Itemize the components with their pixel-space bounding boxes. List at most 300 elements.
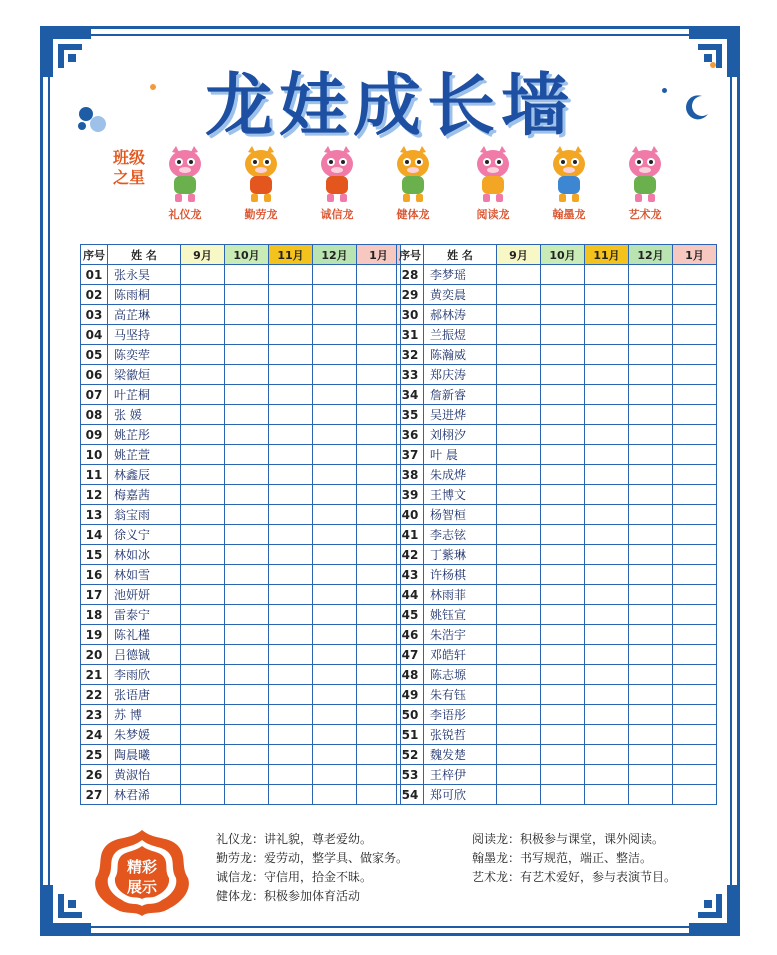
month-cell — [357, 605, 401, 625]
month-cell — [629, 325, 673, 345]
month-cell — [225, 705, 269, 725]
col-header-name: 姓 名 — [424, 245, 497, 265]
month-cell — [541, 345, 585, 365]
dragon-mascot — [374, 146, 452, 222]
student-name: 魏发楚 — [424, 745, 497, 765]
legend-item: 翰墨龙：书写规范，端正、整洁。 — [472, 851, 653, 865]
table-row — [397, 745, 717, 765]
table-row — [81, 385, 401, 405]
table-row — [81, 445, 401, 465]
student-name: 姚芷萱 — [108, 445, 181, 465]
student-number: 20 — [81, 645, 108, 665]
dragon-label: 健体龙 — [396, 208, 430, 221]
month-cell — [585, 705, 629, 725]
month-cell — [585, 445, 629, 465]
student-number: 21 — [81, 665, 108, 685]
student-name: 陈奕荦 — [108, 345, 181, 365]
month-cell — [673, 305, 717, 325]
month-cell — [629, 445, 673, 465]
month-cell — [541, 565, 585, 585]
month-cell — [225, 465, 269, 485]
month-cell — [313, 325, 357, 345]
student-number: 07 — [81, 385, 108, 405]
month-cell — [225, 285, 269, 305]
month-cell — [357, 485, 401, 505]
month-cell — [313, 765, 357, 785]
month-cell — [225, 405, 269, 425]
month-cell — [225, 525, 269, 545]
student-number: 37 — [397, 445, 424, 465]
table-row — [81, 665, 401, 685]
student-name: 陈雨桐 — [108, 285, 181, 305]
student-name: 张 媛 — [108, 405, 181, 425]
month-cell — [313, 545, 357, 565]
month-cell — [225, 745, 269, 765]
month-cell — [541, 585, 585, 605]
month-cell — [181, 465, 225, 485]
student-name: 梅嘉茜 — [108, 485, 181, 505]
student-name: 张语唐 — [108, 685, 181, 705]
month-cell — [673, 645, 717, 665]
student-number: 47 — [397, 645, 424, 665]
month-cell — [541, 325, 585, 345]
month-cell — [225, 665, 269, 685]
month-cell — [313, 685, 357, 705]
table-row — [397, 645, 717, 665]
month-cell — [541, 685, 585, 705]
month-cell — [313, 505, 357, 525]
table-row — [397, 665, 717, 685]
student-number: 48 — [397, 665, 424, 685]
month-cell — [357, 585, 401, 605]
dragon-label: 诚信龙 — [320, 208, 354, 221]
student-number: 26 — [81, 765, 108, 785]
month-cell — [497, 765, 541, 785]
month-cell — [357, 665, 401, 685]
month-cell — [585, 405, 629, 425]
table-row — [81, 485, 401, 505]
month-cell — [269, 405, 313, 425]
badge-line1: 精彩 — [126, 858, 158, 876]
month-cell — [541, 365, 585, 385]
legend-item: 勤劳龙：爱劳动，整学具、做家务。 — [216, 851, 409, 865]
month-cell — [269, 625, 313, 645]
month-cell — [629, 545, 673, 565]
student-number: 02 — [81, 285, 108, 305]
page-title: 龙娃成长墙 — [204, 67, 575, 146]
month-cell — [269, 565, 313, 585]
month-cell — [673, 485, 717, 505]
table-row — [397, 685, 717, 705]
month-cell — [585, 525, 629, 545]
month-cell — [181, 685, 225, 705]
month-cell — [313, 365, 357, 385]
student-number: 34 — [397, 385, 424, 405]
student-name: 陈志塬 — [424, 665, 497, 685]
dragon-mascot — [454, 146, 532, 222]
month-cell — [585, 425, 629, 445]
month-cell — [673, 365, 717, 385]
month-cell — [673, 605, 717, 625]
cloud-icon — [76, 104, 116, 134]
month-cell — [585, 545, 629, 565]
month-cell — [497, 565, 541, 585]
month-cell — [269, 705, 313, 725]
legend-item: 诚信龙：守信用，拾金不昧。 — [216, 870, 373, 884]
table-row — [81, 745, 401, 765]
month-cell — [585, 325, 629, 345]
dragon-mascot-icon — [310, 146, 364, 204]
month-cell — [497, 785, 541, 805]
student-name: 叶 晨 — [424, 445, 497, 465]
student-name: 郑庆涛 — [424, 365, 497, 385]
table-row — [81, 605, 401, 625]
dragon-mascot — [606, 146, 684, 222]
month-cell — [225, 305, 269, 325]
student-number: 09 — [81, 425, 108, 445]
month-cell — [313, 665, 357, 685]
month-cell — [181, 445, 225, 465]
legend-left — [216, 830, 408, 906]
month-cell — [181, 765, 225, 785]
student-number: 35 — [397, 405, 424, 425]
table-row — [81, 705, 401, 725]
student-number: 32 — [397, 345, 424, 365]
month-cell — [541, 785, 585, 805]
student-number: 10 — [81, 445, 108, 465]
month-cell — [585, 585, 629, 605]
table-row — [397, 345, 717, 365]
month-cell — [357, 545, 401, 565]
month-cell — [673, 745, 717, 765]
col-header-number: 序号 — [397, 245, 424, 265]
col-header-month: 9月 — [181, 245, 225, 265]
month-cell — [497, 365, 541, 385]
table-row — [397, 565, 717, 585]
month-cell — [357, 365, 401, 385]
table-row — [81, 405, 401, 425]
dragon-label: 翰墨龙 — [552, 208, 586, 221]
dragon-mascot — [146, 146, 224, 222]
table-row — [81, 505, 401, 525]
month-cell — [541, 705, 585, 725]
student-number: 51 — [397, 725, 424, 745]
month-cell — [541, 665, 585, 685]
month-cell — [629, 365, 673, 385]
month-cell — [313, 405, 357, 425]
month-cell — [541, 525, 585, 545]
student-number: 33 — [397, 365, 424, 385]
dragon-label: 艺术龙 — [628, 208, 662, 221]
month-cell — [181, 345, 225, 365]
month-cell — [673, 705, 717, 725]
student-number: 44 — [397, 585, 424, 605]
student-name: 李梦瑶 — [424, 265, 497, 285]
legend-right — [472, 830, 676, 887]
student-name: 叶芷桐 — [108, 385, 181, 405]
dragon-label: 勤劳龙 — [244, 208, 278, 221]
table-row — [81, 685, 401, 705]
student-number: 13 — [81, 505, 108, 525]
month-cell — [181, 265, 225, 285]
table-row — [81, 465, 401, 485]
col-header-name: 姓 名 — [108, 245, 181, 265]
month-cell — [269, 385, 313, 405]
month-cell — [497, 545, 541, 565]
table-row — [397, 785, 717, 805]
month-cell — [269, 585, 313, 605]
month-cell — [629, 505, 673, 525]
student-name: 苏 博 — [108, 705, 181, 725]
month-cell — [357, 785, 401, 805]
student-number: 38 — [397, 465, 424, 485]
month-cell — [357, 685, 401, 705]
student-name: 姚钰宣 — [424, 605, 497, 625]
month-cell — [629, 465, 673, 485]
month-cell — [585, 665, 629, 685]
month-cell — [225, 445, 269, 465]
month-cell — [225, 645, 269, 665]
month-cell — [357, 345, 401, 365]
month-cell — [497, 385, 541, 405]
student-number: 54 — [397, 785, 424, 805]
student-name: 池妍妍 — [108, 585, 181, 605]
col-header-month: 1月 — [673, 245, 717, 265]
month-cell — [269, 305, 313, 325]
month-cell — [181, 525, 225, 545]
dragon-label: 阅读龙 — [476, 208, 510, 221]
month-cell — [357, 765, 401, 785]
student-name: 马坚持 — [108, 325, 181, 345]
month-cell — [269, 285, 313, 305]
month-cell — [313, 345, 357, 365]
student-number: 29 — [397, 285, 424, 305]
month-cell — [181, 785, 225, 805]
month-cell — [225, 785, 269, 805]
corner-ornament-icon — [686, 26, 740, 80]
month-cell — [497, 705, 541, 725]
dragon-mascot-icon — [158, 146, 212, 204]
student-number: 43 — [397, 565, 424, 585]
month-cell — [673, 325, 717, 345]
col-header-month: 11月 — [269, 245, 313, 265]
student-name: 林如雪 — [108, 565, 181, 585]
month-cell — [497, 345, 541, 365]
student-name: 许杨棋 — [424, 565, 497, 585]
month-cell — [541, 385, 585, 405]
month-cell — [585, 465, 629, 485]
month-cell — [225, 565, 269, 585]
month-cell — [629, 265, 673, 285]
col-header-month: 9月 — [497, 245, 541, 265]
student-number: 36 — [397, 425, 424, 445]
dragon-mascot-icon — [618, 146, 672, 204]
month-cell — [313, 525, 357, 545]
table-row — [81, 345, 401, 365]
month-cell — [629, 705, 673, 725]
month-cell — [225, 605, 269, 625]
month-cell — [181, 605, 225, 625]
student-name: 陈礼槿 — [108, 625, 181, 645]
student-number: 27 — [81, 785, 108, 805]
month-cell — [313, 645, 357, 665]
month-cell — [541, 765, 585, 785]
month-cell — [497, 685, 541, 705]
student-name: 高芷琳 — [108, 305, 181, 325]
month-cell — [313, 705, 357, 725]
table-row — [81, 765, 401, 785]
month-cell — [629, 525, 673, 545]
student-name: 朱浩宇 — [424, 625, 497, 645]
student-name: 林如冰 — [108, 545, 181, 565]
month-cell — [357, 745, 401, 765]
student-number: 50 — [397, 705, 424, 725]
month-cell — [497, 425, 541, 445]
student-number: 30 — [397, 305, 424, 325]
student-number: 15 — [81, 545, 108, 565]
month-cell — [269, 765, 313, 785]
month-cell — [357, 305, 401, 325]
month-cell — [181, 305, 225, 325]
month-cell — [585, 745, 629, 765]
month-cell — [585, 725, 629, 745]
table-row — [397, 585, 717, 605]
month-cell — [673, 725, 717, 745]
month-cell — [357, 565, 401, 585]
month-cell — [497, 725, 541, 745]
student-name: 张永昊 — [108, 265, 181, 285]
month-cell — [585, 385, 629, 405]
decor-dot — [662, 88, 667, 93]
table-row — [397, 485, 717, 505]
month-cell — [673, 565, 717, 585]
dragon-mascot-icon — [542, 146, 596, 204]
month-cell — [541, 305, 585, 325]
month-cell — [181, 545, 225, 565]
student-name: 陶晨曦 — [108, 745, 181, 765]
month-cell — [673, 425, 717, 445]
month-cell — [181, 325, 225, 345]
month-cell — [585, 505, 629, 525]
month-cell — [313, 305, 357, 325]
month-cell — [269, 545, 313, 565]
month-cell — [673, 285, 717, 305]
student-name: 黄淑怡 — [108, 765, 181, 785]
month-cell — [541, 645, 585, 665]
month-cell — [629, 305, 673, 325]
month-cell — [313, 785, 357, 805]
month-cell — [497, 465, 541, 485]
student-number: 42 — [397, 545, 424, 565]
month-cell — [497, 325, 541, 345]
month-cell — [629, 685, 673, 705]
month-cell — [629, 665, 673, 685]
month-cell — [357, 705, 401, 725]
student-number: 45 — [397, 605, 424, 625]
month-cell — [585, 345, 629, 365]
month-cell — [313, 605, 357, 625]
student-name: 姚芷彤 — [108, 425, 181, 445]
student-name: 李志铉 — [424, 525, 497, 545]
student-name: 兰振煜 — [424, 325, 497, 345]
month-cell — [313, 625, 357, 645]
student-number: 01 — [81, 265, 108, 285]
col-header-month: 12月 — [629, 245, 673, 265]
student-name: 丁紫琳 — [424, 545, 497, 565]
month-cell — [181, 485, 225, 505]
month-cell — [269, 785, 313, 805]
table-row — [81, 785, 401, 805]
month-cell — [629, 425, 673, 445]
month-cell — [541, 265, 585, 285]
student-name: 朱梦媛 — [108, 725, 181, 745]
student-number: 24 — [81, 725, 108, 745]
student-name: 梁徽烜 — [108, 365, 181, 385]
roster-table-left — [80, 244, 401, 805]
dragon-mascot — [298, 146, 376, 222]
student-name: 黄奕晨 — [424, 285, 497, 305]
month-cell — [497, 745, 541, 765]
dragon-mascot — [530, 146, 608, 222]
table-row — [397, 385, 717, 405]
month-cell — [497, 585, 541, 605]
table-header-row — [81, 245, 401, 265]
month-cell — [673, 585, 717, 605]
student-name: 徐义宁 — [108, 525, 181, 545]
corner-ornament-icon — [40, 26, 94, 80]
month-cell — [269, 425, 313, 445]
month-cell — [269, 485, 313, 505]
table-row — [397, 445, 717, 465]
month-cell — [673, 405, 717, 425]
month-cell — [225, 485, 269, 505]
month-cell — [541, 285, 585, 305]
month-cell — [629, 605, 673, 625]
corner-ornament-icon — [686, 882, 740, 936]
student-name: 朱成烨 — [424, 465, 497, 485]
month-cell — [541, 605, 585, 625]
month-cell — [585, 285, 629, 305]
month-cell — [673, 345, 717, 365]
month-cell — [673, 505, 717, 525]
table-row — [397, 525, 717, 545]
student-number: 19 — [81, 625, 108, 645]
student-number: 31 — [397, 325, 424, 345]
student-name: 邓皓轩 — [424, 645, 497, 665]
month-cell — [181, 505, 225, 525]
month-cell — [497, 405, 541, 425]
month-cell — [357, 285, 401, 305]
table-row — [81, 365, 401, 385]
month-cell — [673, 465, 717, 485]
month-cell — [269, 505, 313, 525]
month-cell — [673, 545, 717, 565]
month-cell — [181, 285, 225, 305]
month-cell — [357, 645, 401, 665]
month-cell — [181, 565, 225, 585]
table-row — [81, 625, 401, 645]
month-cell — [225, 345, 269, 365]
month-cell — [357, 505, 401, 525]
month-cell — [497, 645, 541, 665]
student-name: 林鑫辰 — [108, 465, 181, 485]
corner-ornament-icon — [40, 882, 94, 936]
month-cell — [225, 585, 269, 605]
table-row — [397, 305, 717, 325]
month-cell — [269, 605, 313, 625]
month-cell — [541, 625, 585, 645]
student-number: 23 — [81, 705, 108, 725]
